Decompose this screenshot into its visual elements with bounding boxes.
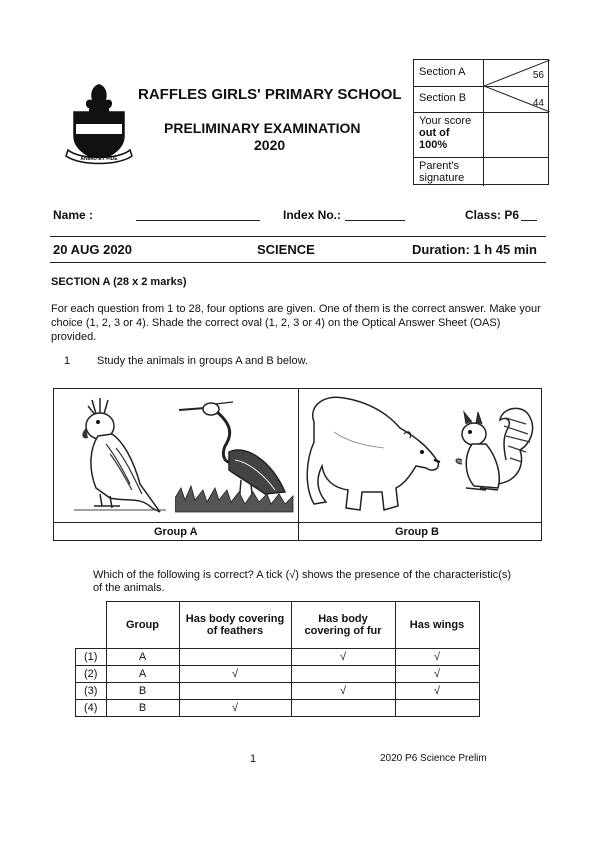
- signature-label: [414, 157, 484, 186]
- total-score-label: [414, 112, 484, 157]
- wings-cell: √: [395, 649, 479, 666]
- signature-label-line-1: Parent's: [419, 160, 460, 172]
- table-header-fur: Has body covering of fur: [291, 602, 395, 649]
- exam-date: 20 AUG 2020: [53, 242, 133, 257]
- option-label: (4): [76, 700, 107, 717]
- table-row: [76, 649, 480, 666]
- info-bar-bottom-rule: [50, 262, 546, 263]
- score-row-section-a: [414, 60, 548, 87]
- table-header-wings: Has wings: [395, 602, 479, 649]
- school-crest-logo: [62, 80, 136, 166]
- polar-bear-drawing: [304, 392, 444, 516]
- figure-divider: [298, 388, 299, 541]
- index-blank[interactable]: [345, 220, 405, 221]
- group-b-label: Group B: [395, 526, 439, 538]
- school-name: RAFFLES GIRLS' PRIMARY SCHOOL: [138, 86, 402, 103]
- section-heading: SECTION A (28 x 2 marks): [51, 276, 187, 288]
- exam-title: PRELIMINARY EXAMINATION: [164, 120, 361, 136]
- class-blank[interactable]: [521, 220, 537, 221]
- group-cell: B: [106, 700, 179, 717]
- fur-cell: [291, 666, 395, 683]
- wings-cell: √: [395, 666, 479, 683]
- group-cell: A: [106, 666, 179, 683]
- table-header-row: [76, 602, 480, 649]
- cockatoo-drawing: [70, 398, 170, 516]
- score-label-line-1: Your score: [419, 115, 472, 127]
- exam-year: 2020: [254, 137, 286, 153]
- section-a-max: 56: [532, 70, 544, 81]
- wings-cell: √: [395, 683, 479, 700]
- figure-caption-rule: [53, 522, 542, 523]
- question-stem: Study the animals in groups A and B below.: [97, 355, 308, 367]
- table-header-group: Group: [106, 602, 179, 649]
- question-prompt: Which of the following is correct? A tick (√) shows the presence of the characteristic(s) of the animals.: [93, 569, 512, 594]
- group-a-label: Group A: [154, 526, 198, 538]
- table-header-feathers: Has body covering of feathers: [179, 602, 291, 649]
- document-footer-label: 2020 P6 Science Prelim: [380, 753, 487, 764]
- score-row-total: [414, 112, 548, 158]
- table-row: [76, 666, 480, 683]
- question-number: 1: [64, 355, 71, 367]
- feathers-cell: √: [179, 700, 291, 717]
- section-b-label: Section B: [414, 86, 484, 112]
- score-row-signature: [414, 157, 548, 186]
- signature-label-line-2: signature: [419, 172, 465, 184]
- option-label: (3): [76, 683, 107, 700]
- name-blank[interactable]: [136, 220, 260, 221]
- name-label: Name :: [53, 208, 94, 222]
- info-bar-top-rule: [50, 236, 546, 237]
- group-cell: B: [106, 683, 179, 700]
- heron-drawing: [175, 400, 295, 518]
- score-label-line-3: 100%: [419, 139, 448, 151]
- answer-options-table: [75, 601, 480, 717]
- fur-cell: √: [291, 683, 395, 700]
- fur-cell: [291, 700, 395, 717]
- score-row-section-b: [414, 86, 548, 113]
- page-number: 1: [250, 753, 257, 765]
- feathers-cell: √: [179, 666, 291, 683]
- class-label: Class: P6: [465, 208, 520, 222]
- section-instructions: For each question from 1 to 28, four options are given. One of them is the correct answer. Make your choice (1, 2, 3 or 4). Shade the correct oval (1, 2, 3 or 4) on the Optical Answer Sheet (OAS) provided.: [51, 303, 541, 343]
- option-label: (2): [76, 666, 107, 683]
- score-label-line-2: out of: [419, 127, 450, 139]
- group-cell: A: [106, 649, 179, 666]
- index-label: Index No.:: [283, 208, 342, 222]
- svg-text:ANIMO ET FIDE: ANIMO ET FIDE: [80, 156, 118, 162]
- fur-cell: √: [291, 649, 395, 666]
- section-a-label: Section A: [414, 60, 484, 86]
- option-label: (1): [76, 649, 107, 666]
- score-box: [413, 59, 549, 185]
- exam-duration: Duration: 1 h 45 min: [412, 242, 537, 257]
- feathers-cell: [179, 649, 291, 666]
- section-b-max: 44: [532, 98, 544, 109]
- table-row: [76, 683, 480, 700]
- table-header-option: [76, 602, 107, 649]
- wings-cell: [395, 700, 479, 717]
- exam-subject: SCIENCE: [257, 242, 315, 257]
- table-row: [76, 700, 480, 717]
- squirrel-drawing: [450, 404, 538, 496]
- feathers-cell: [179, 683, 291, 700]
